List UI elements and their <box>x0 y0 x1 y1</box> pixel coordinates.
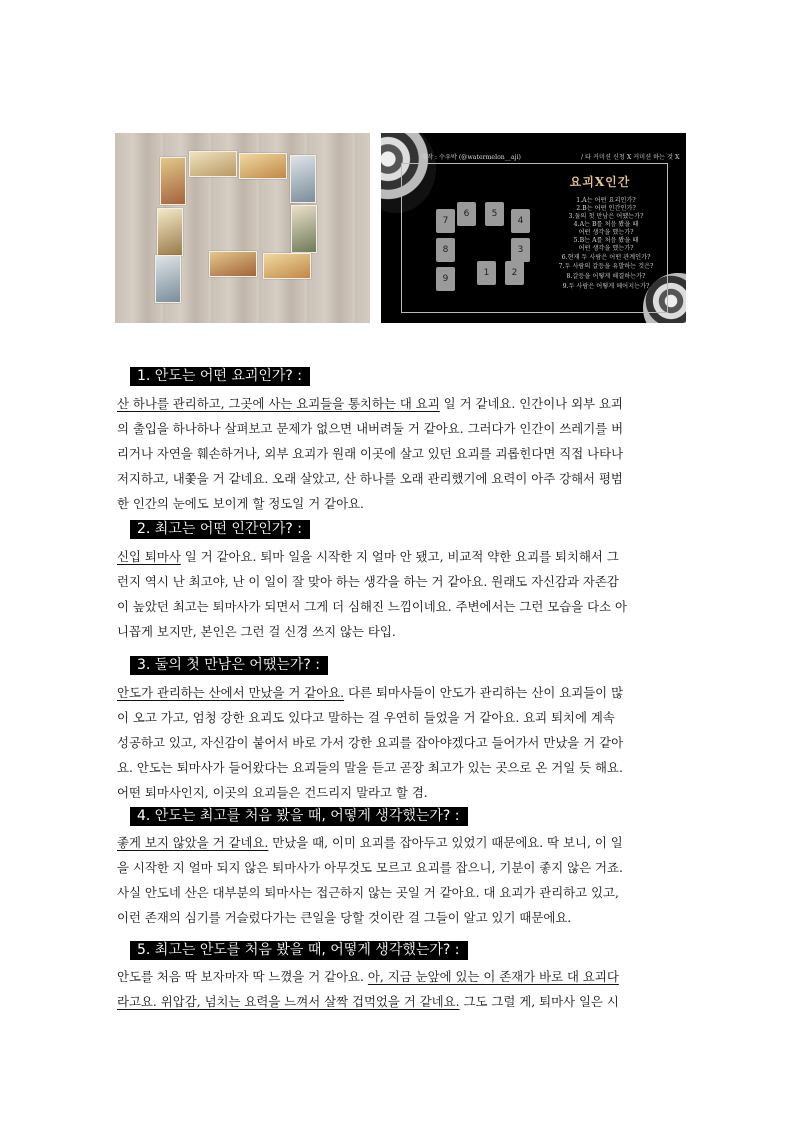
spread-question: 8.갈등을 어떻게 해결하는가? <box>566 273 646 280</box>
body-line: 안도가 관리하는 산에서 만났을 거 같아요. 다른 퇴마사들이 안도가 관리하는 산이 요괴들이 많 <box>117 685 624 700</box>
emphasis-text: 라고요. 위압감, 넘치는 요력을 느껴서 살짝 겁먹었을 거 같네요. <box>117 994 460 1009</box>
emphasis-text: 좋게 보지 않았을 거 같네요. <box>117 835 269 850</box>
tarot-card <box>209 251 257 277</box>
spread-question: 어떤 생각을 했는가? <box>578 245 634 252</box>
spread-credit: 제작 : 수우박 (@watermelon__aji) <box>421 154 521 161</box>
section-body-1 <box>117 391 690 516</box>
section-heading-4: 4. 안도는 최고를 처음 봤을 때, 어떻게 생각했는가? : <box>130 807 468 826</box>
section-heading-3: 3. 둘의 첫 만남은 어땠는가? : <box>130 656 328 675</box>
spread-slot: 7 <box>436 209 455 233</box>
body-line: 니꼽게 보지만, 본인은 그런 걸 신경 쓰지 않는 타입. <box>117 624 396 639</box>
body-line: 이 높았던 최고는 퇴마사가 되면서 그게 더 심해진 느낌이네요. 주변에서는 그런 모습을 다소 아 <box>117 599 627 614</box>
section-body-2 <box>117 544 690 644</box>
body-line: 리거나 자연을 훼손하거나, 외부 요괴가 원래 이곳에 살고 있던 요괴를 괴롭힌다면 직접 나타나 <box>117 446 624 461</box>
body-line: 런지 역시 난 최고야, 난 이 일이 잘 맞아 하는 생각을 하는 거 같아요. 원래도 자신감과 자존감 <box>117 574 619 589</box>
body-line: 이 오고 가고, 엄청 강한 요괴도 있다고 말하는 걸 우연히 들었을 거 같아요. 요괴 퇴치에 계속 <box>117 710 615 725</box>
section-body-5 <box>117 964 690 1014</box>
body-line: 산 하나를 관리하고, 그곳에 사는 요괴들을 통치하는 대 요괴 일 거 같네요. 인간이나 외부 요괴 <box>117 396 623 411</box>
spread-title: 요괴X인간 <box>569 175 631 189</box>
spread-slot: 5 <box>485 202 504 226</box>
tarot-card <box>160 157 186 205</box>
spread-slot: 9 <box>436 267 455 291</box>
emphasis-text: 산 하나를 관리하고, 그곳에 사는 요괴들을 통치하는 대 요괴 <box>117 396 440 411</box>
body-line: 신입 퇴마사 일 거 같아요. 퇴마 일을 시작한 지 얼마 안 됐고, 비교적 약한 요괴를 퇴치해서 그 <box>117 549 619 564</box>
tarot-card <box>291 205 317 253</box>
spread-slot: 8 <box>436 238 455 262</box>
spread-guide-image <box>381 133 686 323</box>
emphasis-text: 아, 지금 눈앞에 있는 이 존재가 바로 대 요괴다 <box>367 969 619 984</box>
spread-slot: 3 <box>511 238 530 262</box>
body-line: 어떤 퇴마사인지, 이곳의 요괴들은 건드리지 말라고 할 겸. <box>117 785 428 800</box>
emphasis-text: 신입 퇴마사 <box>117 549 181 564</box>
body-line: 저지하고, 내쫓을 거 같네요. 오래 살았고, 산 하나를 오래 관리했기에 요력이 아주 강해서 평범 <box>117 471 623 486</box>
tarot-card <box>239 153 287 179</box>
spread-slot: 1 <box>477 261 496 285</box>
spread-question: 9.두 사람은 어떻게 헤어지는가? <box>562 283 650 290</box>
body-line: 안도를 처음 딱 보자마자 딱 느꼈을 거 같아요. 아, 지금 눈앞에 있는 이 존재가 바로 대 요괴다 <box>117 969 619 984</box>
body-line: 한 인간의 눈에도 보이게 할 정도일 거 같아요. <box>117 496 364 511</box>
section-body-4 <box>117 830 690 930</box>
tarot-card <box>290 155 316 203</box>
spread-question: 3.둘의 첫 만남은 어땠는가? <box>568 213 644 220</box>
spread-question: 4.A는 B를 처음 봤을 때 <box>573 221 639 228</box>
body-line: 성공하고 있고, 자신감이 붙어서 바로 가서 강한 요괴를 잡아야겠다고 들어가서 만났을 거 같아 <box>117 735 624 750</box>
section-heading-2: 2. 최고는 어떤 인간인가? : <box>130 520 310 539</box>
tarot-card <box>263 253 311 279</box>
tarot-spread-photo <box>115 133 370 323</box>
spread-question: 5.B는 A를 처음 봤을 때 <box>573 237 639 244</box>
emphasis-text: 안도가 관리하는 산에서 만났을 거 같아요. <box>117 685 345 700</box>
body-line: 요. 안도는 퇴마사가 들어왔다는 요괴들의 말을 듣고 곧장 최고가 있는 곳으로 온 거일 듯 해요. <box>117 760 623 775</box>
body-line: 을 시작한 지 얼마 되지 않은 퇴마사가 아무것도 모르고 요괴를 잡으니, 기분이 좋지 않은 거죠. <box>117 860 623 875</box>
spread-slot: 6 <box>457 202 476 226</box>
spread-question: 어떤 생각을 했는가? <box>578 229 634 236</box>
body-line: 라고요. 위압감, 넘치는 요력을 느껴서 살짝 겁먹었을 거 같네요. 그도 그럴 게, 퇴마사 일은 시 <box>117 994 619 1009</box>
body-line: 이런 존재의 심기를 거슬렀다가는 큰일을 당할 것이란 걸 그들이 알고 있기 때문에요. <box>117 910 572 925</box>
tarot-card <box>155 255 181 303</box>
spread-credit-note: / 타 커미션 신청 X 커미션 하는 것 X <box>581 154 680 161</box>
section-heading-1: 1. 안도는 어떤 요괴인가? : <box>130 367 310 386</box>
section-heading-5: 5. 최고는 안도를 처음 봤을 때, 어떻게 생각했는가? : <box>130 941 468 960</box>
body-line: 좋게 보지 않았을 거 같네요. 만났을 때, 이미 요괴를 잡아두고 있었기 때문에요. 딱 보니, 이 일 <box>117 835 623 850</box>
spread-slot: 2 <box>505 261 524 285</box>
spread-question: 2.B는 어떤 인간인가? <box>576 205 636 212</box>
spread-question: 6.현재 두 사람은 어떤 관계인가? <box>561 254 651 261</box>
tarot-card <box>189 151 237 177</box>
spread-question: 1.A는 어떤 요괴인가? <box>576 197 636 204</box>
body-line: 사실 안도네 산은 대부분의 퇴마사는 접근하지 않는 곳일 거 같아요. 대 요괴가 관리하고 있고, <box>117 885 619 900</box>
spread-slot: 4 <box>511 209 530 233</box>
tarot-card <box>157 208 183 256</box>
body-line: 의 출입을 하나하나 살펴보고 문제가 없으면 내버려둘 거 같아요. 그러다가 인간이 쓰레기를 버 <box>117 421 624 436</box>
spread-question: 7.두 사람의 갈등을 유발하는 것은? <box>558 263 654 270</box>
section-body-3 <box>117 680 690 805</box>
